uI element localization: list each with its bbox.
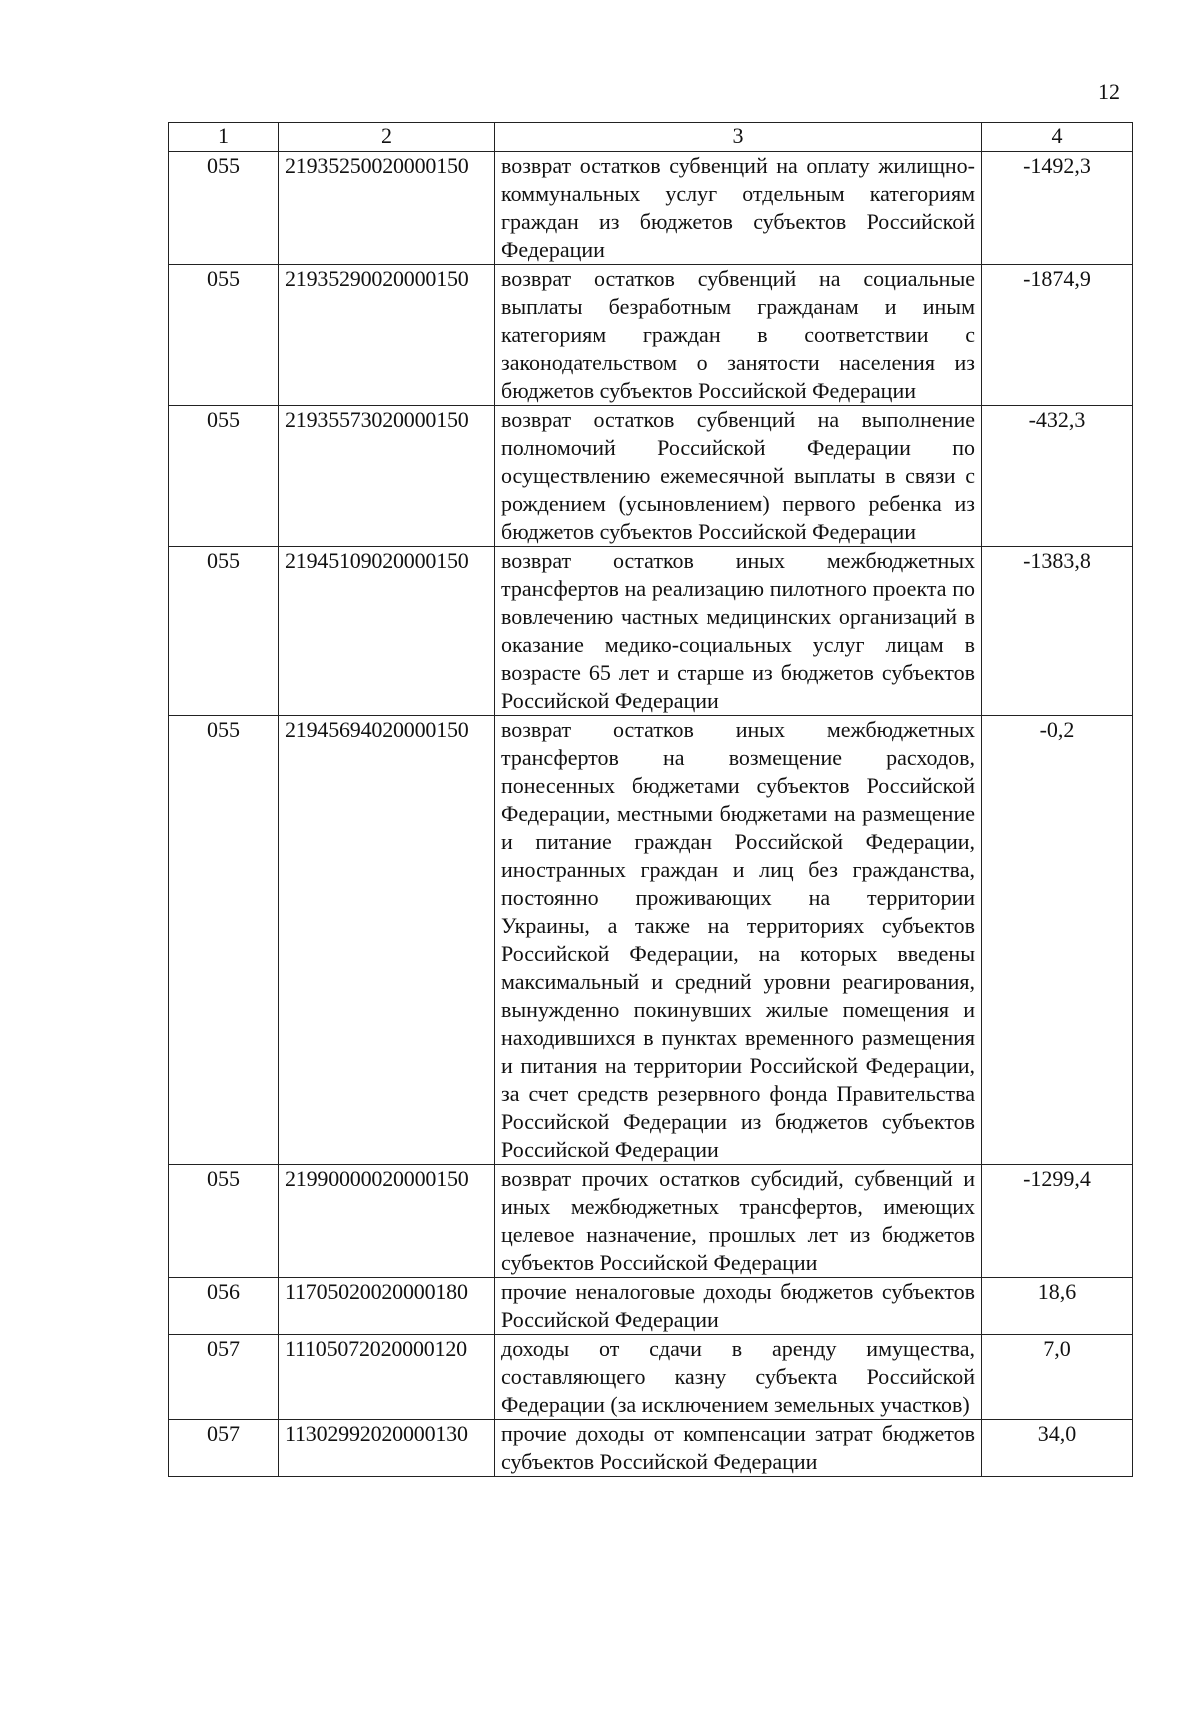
table-row (169, 1165, 1133, 1278)
admin-code: 055 (169, 1165, 279, 1278)
revenue-table (168, 122, 1133, 1477)
budget-classification-code: 21935250020000150 (279, 152, 495, 265)
budget-classification-code: 21935290020000150 (279, 265, 495, 406)
admin-code: 055 (169, 716, 279, 1165)
amount: 18,6 (982, 1278, 1133, 1335)
amount: -432,3 (982, 406, 1133, 547)
table-row (169, 1335, 1133, 1420)
column-header-3: 3 (495, 123, 982, 152)
revenue-description: возврат остатков субвенций на социальные выплаты безработным гражданам и иным категориям граждан в соответствии с законодательством о занятости населения из бюджетов субъектов Российской Федерации (495, 265, 982, 406)
admin-code: 056 (169, 1278, 279, 1335)
column-header-2: 2 (279, 123, 495, 152)
amount: -1874,9 (982, 265, 1133, 406)
admin-code: 057 (169, 1420, 279, 1477)
revenue-description: возврат остатков иных межбюджетных трансфертов на возмещение расходов, понесенных бюджетами субъектов Российской Федерации, местными бюджетами на размещение и питание граждан Российской Федерации, иностранных граждан и лиц без гражданства, постоянно проживающих на территории Украины, а также на территориях субъектов Российской Федерации, на которых введены максимальный и средний уровни реагирования, вынужденно покинувших жилые помещения и находившихся в пунктах временного размещения и питания на территории Российской Федерации, за счет средств резервного фонда Правительства Российской Федерации из бюджетов субъектов Российской Федерации (495, 716, 982, 1165)
budget-classification-code: 21945694020000150 (279, 716, 495, 1165)
table-row (169, 716, 1133, 1165)
budget-classification-code: 11105072020000120 (279, 1335, 495, 1420)
admin-code: 055 (169, 152, 279, 265)
amount: 34,0 (982, 1420, 1133, 1477)
amount: -1383,8 (982, 547, 1133, 716)
table-row (169, 1420, 1133, 1477)
budget-classification-code: 21990000020000150 (279, 1165, 495, 1278)
admin-code: 055 (169, 547, 279, 716)
table-row (169, 265, 1133, 406)
table-row (169, 152, 1133, 265)
amount: -1492,3 (982, 152, 1133, 265)
page-number: 12 (1098, 79, 1120, 104)
revenue-description: возврат остатков иных межбюджетных трансфертов на реализацию пилотного проекта по вовлечению частных медицинских организаций в оказание медико-социальных услуг лицам в возрасте 65 лет и старше из бюджетов субъектов Российской Федерации (495, 547, 982, 716)
admin-code: 055 (169, 265, 279, 406)
budget-classification-code: 11302992020000130 (279, 1420, 495, 1477)
column-header-1: 1 (169, 123, 279, 152)
column-header-4: 4 (982, 123, 1133, 152)
revenue-description: возврат остатков субвенций на оплату жилищно-коммунальных услуг отдельным категориям граждан из бюджетов субъектов Российской Федерации (495, 152, 982, 265)
table-row (169, 547, 1133, 716)
admin-code: 057 (169, 1335, 279, 1420)
header-row (169, 123, 1133, 152)
revenue-description: прочие неналоговые доходы бюджетов субъектов Российской Федерации (495, 1278, 982, 1335)
budget-classification-code: 21945109020000150 (279, 547, 495, 716)
budget-classification-code: 11705020020000180 (279, 1278, 495, 1335)
amount: -1299,4 (982, 1165, 1133, 1278)
table-row (169, 406, 1133, 547)
revenue-description: прочие доходы от компенсации затрат бюджетов субъектов Российской Федерации (495, 1420, 982, 1477)
revenue-description: возврат остатков субвенций на выполнение полномочий Российской Федерации по осуществлению ежемесячной выплаты в связи с рождением (усыновлением) первого ребенка из бюджетов субъектов Российской Федерации (495, 406, 982, 547)
amount: 7,0 (982, 1335, 1133, 1420)
budget-classification-code: 21935573020000150 (279, 406, 495, 547)
admin-code: 055 (169, 406, 279, 547)
revenue-description: возврат прочих остатков субсидий, субвенций и иных межбюджетных трансфертов, имеющих целевое назначение, прошлых лет из бюджетов субъектов Российской Федерации (495, 1165, 982, 1278)
amount: -0,2 (982, 716, 1133, 1165)
revenue-description: доходы от сдачи в аренду имущества, составляющего казну субъекта Российской Федерации (за исключением земельных участков) (495, 1335, 982, 1420)
table-row (169, 1278, 1133, 1335)
